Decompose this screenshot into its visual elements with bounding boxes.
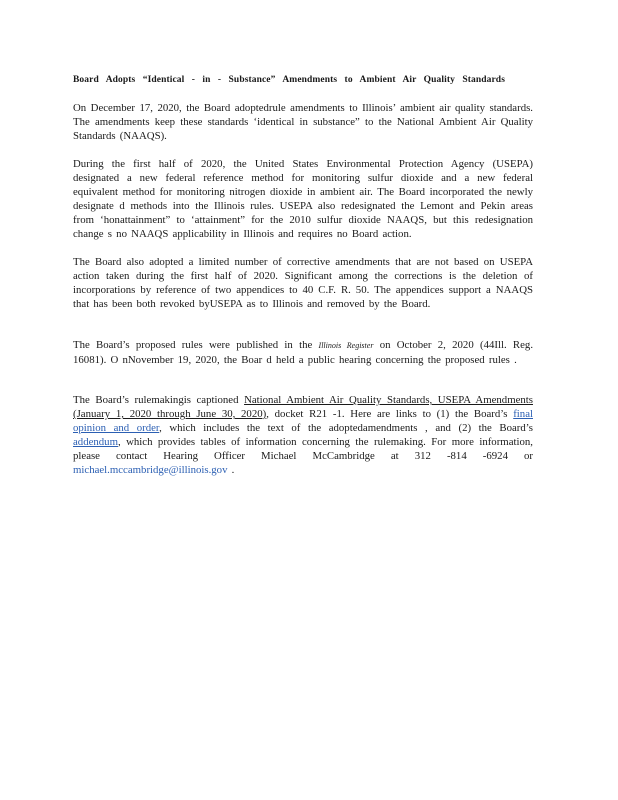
contact-email-link[interactable]: michael.mccambridge@illinois.gov bbox=[73, 464, 228, 476]
paragraph-5 bbox=[73, 393, 533, 477]
paragraph-4 bbox=[73, 338, 533, 367]
paragraph-5-text-4: , which provides tables of information concerning the rulemaking. For more information, please contact Hearing Officer Michael McCambridge at 312 -814 -6924 or bbox=[73, 436, 533, 462]
publication-name: Illinois Register bbox=[318, 341, 374, 350]
final-opinion-link[interactable]: final opinion and order bbox=[73, 408, 533, 434]
rulemaking-caption: National Ambient Air Quality Standards, USEPA Amendments (January 1, 2020 through June 30, 2020) bbox=[73, 394, 533, 420]
paragraph-4-text-after: on October 2, 2020 (44Ill. Reg. 16081). O nNovember 19, 2020, the Boar d held a public hearing concerning the proposed rules . bbox=[73, 339, 534, 366]
page-title: Board Adopts “Identical - in - Substance” Amendments to Ambient Air Quality Standards bbox=[73, 75, 505, 85]
paragraph-5-text-2: , docket R21 -1. Here are links to (1) the Board’s bbox=[266, 408, 508, 420]
addendum-link[interactable]: addendum bbox=[73, 436, 118, 448]
paragraph-1: On December 17, 2020, the Board adoptedrule amendments to Illinois’ ambient air quality standards. The amendments keep these standards ‘identical in substance” to the National Ambient Air Quality Standards (NAAQS). bbox=[73, 102, 533, 142]
paragraph-5-text-5: . bbox=[231, 464, 235, 476]
paragraph-3: The Board also adopted a limited number of corrective amendments that are not based on USEPA action taken during the first half of 2020. Significant among the corrections is the deletion of incorporations by reference of two appendices to 40 C.F. R. 50. The appendices support a NAAQS that has been both revoked byUSEPA as to Illinois and removed by the Board. bbox=[73, 256, 533, 310]
paragraph-5-text-3: , which includes the text of the adoptedamendments , and (2) the Board’s bbox=[159, 422, 533, 434]
paragraph-5-text-1: The Board’s rulemakingis captioned bbox=[73, 394, 239, 406]
paragraph-4-text-before: The Board’s proposed rules were published in the bbox=[73, 339, 313, 351]
paragraph-2: During the first half of 2020, the United States Environmental Protection Agency (USEPA) designated a new federal reference method for monitoring sulfur dioxide and a new federal equivalent method for monitoring nitrogen dioxide in ambient air. The Board incorporated the newly designate d methods into the Illinois rules. USEPA also redesignated the Lemont and Pekin areas from ‘honattainment” to ‘attainment” for the 2010 sulfur dioxide NAAQS, but this redesignation change s no NAAQS applicability in Illinois and requires no Board action. bbox=[73, 158, 533, 240]
